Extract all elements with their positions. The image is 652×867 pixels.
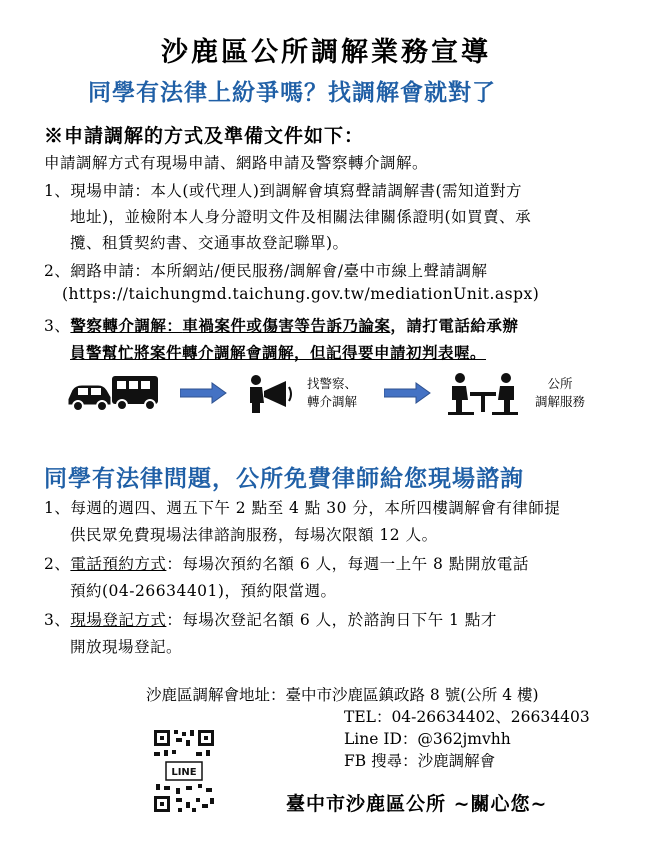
office-mediation-caption-line1: 公所 <box>547 376 573 391</box>
s2-item1-line1: 1、每週的週四、週五下午 2 點至 4 點 30 分，本所四樓調解會有律師提 <box>44 499 561 517</box>
section1-heading: 同學有法律上紛爭嗎？找調解會就對了 <box>88 80 496 106</box>
address-text: 沙鹿區調解會地址：臺中市沙鹿區鎮政路 8 號(公所 4 樓) <box>146 686 539 704</box>
office-mediation-caption <box>524 375 596 411</box>
s2-item2-prefix: 2、 <box>44 555 71 573</box>
s2-item2-line1 <box>44 552 529 574</box>
police-referral-caption <box>300 375 364 411</box>
item3-line2: 員警幫忙將案件轉介調解會調解，但記得要申請初判表喔。 <box>70 343 487 362</box>
s2-item3-line1-text: ：每場次登記名額 6 人，於諮詢日下午 1 點才 <box>166 611 497 629</box>
item2-url: (https://taichungmd.taichung.gov.tw/mediationUnit.aspx) <box>62 285 540 303</box>
s2-item2-line2: 預約(04-26634401)，預約限當週。 <box>70 582 337 600</box>
line-qr-code <box>152 728 216 814</box>
s2-item3-line1 <box>44 608 497 630</box>
police-referral-caption-line2: 轉介調解 <box>306 394 357 409</box>
intro-text: 申請調解方式有現場申請、網路申請及警察轉介調解。 <box>44 154 429 172</box>
application-methods-heading: ※申請調解的方式及準備文件如下： <box>44 125 365 147</box>
office-mediation-caption-line2: 調解服務 <box>534 394 585 409</box>
s2-item3-line2: 開放現場登記。 <box>70 638 183 656</box>
item1-line1: 1、現場申請：本人(或代理人)到調解會填寫聲請調解書(需知道對方 <box>44 182 523 200</box>
item1-line2: 地址)，並檢附本人身分證明文件及相關法律關係證明(如買賣、承 <box>70 208 532 226</box>
megaphone-icon <box>246 373 296 415</box>
item2-line1: 2、網路申請：本所網站/便民服務/調解會/臺中市線上聲請調解 <box>44 262 488 280</box>
arrow-right-icon <box>384 381 432 405</box>
item3-line1-end: ，請打電話給承辦 <box>390 316 519 335</box>
slogan-text: 臺中市沙鹿區公所 ~關心您~ <box>286 793 548 815</box>
section2-heading: 同學有法律問題，公所免費律師給您現場諮詢 <box>44 466 524 492</box>
mediation-meeting-icon <box>446 372 520 416</box>
item1-line3: 攬、租賃契約書、交通事故登記聯單)。 <box>70 234 349 252</box>
item3-line1-text: 車禍案件或傷害等告訴乃論案 <box>182 316 391 335</box>
police-referral-caption-line1: 找警察、 <box>306 376 357 391</box>
s2-item3-prefix: 3、 <box>44 611 71 629</box>
page-title: 沙鹿區公所調解業務宣導 <box>161 37 491 68</box>
walk-in-label: 現場登記方式 <box>70 611 167 629</box>
s2-item1-line2: 供民眾免費現場法律諮詢服務，每場次限額 12 人。 <box>70 526 438 544</box>
tel-text: TEL：04-26634402、26634403 <box>344 708 590 726</box>
arrow-right-icon <box>180 381 228 405</box>
fb-search-text: FB 搜尋：沙鹿調解會 <box>344 752 496 770</box>
line-id-text: Line ID：@362jmvhh <box>344 730 511 748</box>
item3-prefix: 3、 <box>44 317 71 335</box>
item3-line1 <box>44 314 518 336</box>
item3-label: 警察轉介調解： <box>70 316 183 335</box>
s2-item2-line1-text: ：每場次預約名額 6 人，每週一上午 8 點開放電話 <box>166 555 529 573</box>
car-bus-icon <box>64 373 164 415</box>
qr-line-logo: LINE <box>171 767 197 778</box>
phone-booking-label: 電話預約方式 <box>70 555 167 573</box>
